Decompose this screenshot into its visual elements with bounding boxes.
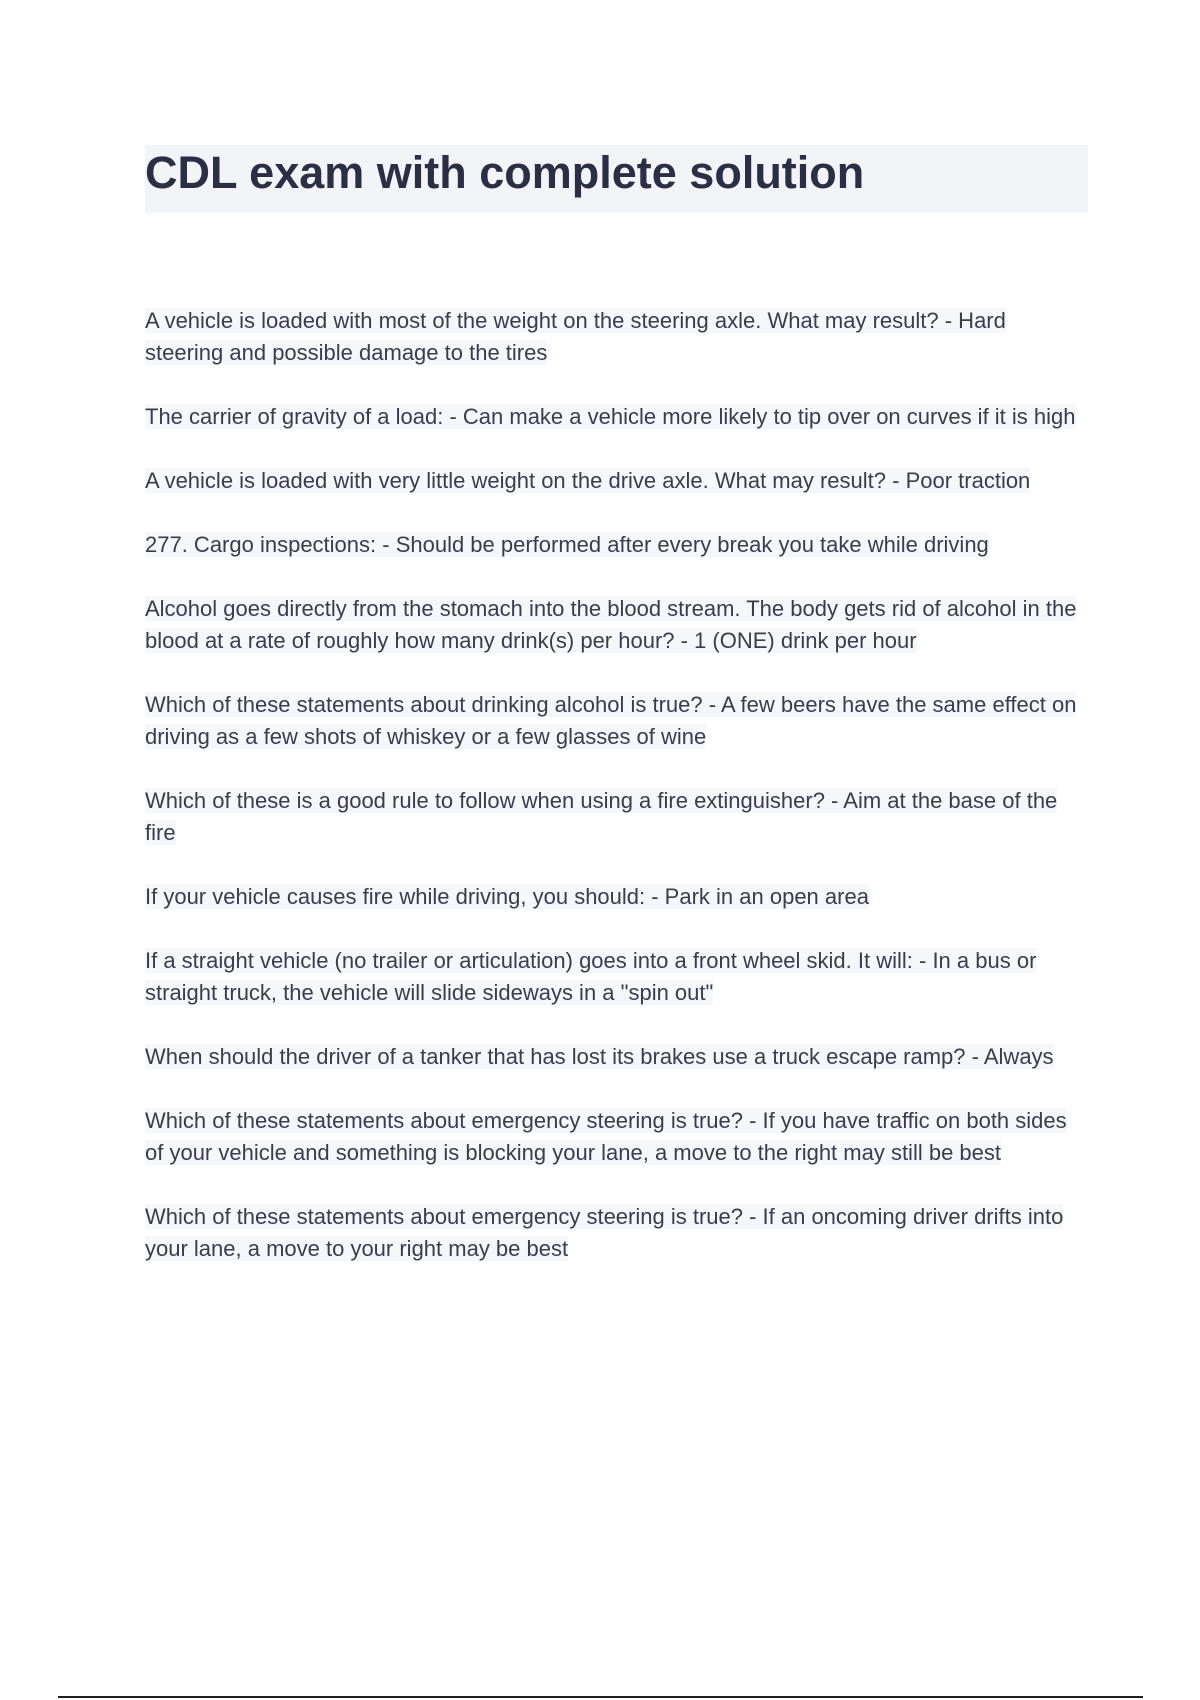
qa-text: If a straight vehicle (no trailer or articulation) goes into a front wheel skid. It will: - In a bus or straight truck, the vehicle will slide sideways in a "spin out" [145, 948, 1037, 1005]
qa-text: Alcohol goes directly from the stomach into the blood stream. The body gets rid of alcohol in the blood at a rate of roughly how many drink(s) per hour? - 1 (ONE) drink per hour [145, 596, 1077, 653]
qa-text: Which of these statements about drinking alcohol is true? - A few beers have the same effect on driving as a few shots of whiskey or a few glasses of wine [145, 692, 1077, 749]
qa-item [145, 401, 1090, 433]
qa-text: Which of these is a good rule to follow when using a fire extinguisher? - Aim at the base of the fire [145, 788, 1058, 845]
qa-item [145, 593, 1090, 657]
qa-text: If your vehicle causes fire while driving, you should: - Park in an open area [145, 884, 869, 909]
qa-text: A vehicle is loaded with very little weight on the drive axle. What may result? - Poor traction [145, 468, 1031, 493]
qa-item [145, 689, 1090, 753]
qa-item [145, 1105, 1090, 1169]
qa-text: A vehicle is loaded with most of the weight on the steering axle. What may result? - Hard steering and possible damage to the tires [145, 308, 1006, 365]
qa-list [145, 305, 1090, 1297]
qa-item [145, 305, 1090, 369]
qa-item [145, 465, 1090, 497]
qa-item [145, 881, 1090, 913]
qa-text: Which of these statements about emergency steering is true? - If an oncoming driver drifts into your lane, a move to your right may be best [145, 1204, 1064, 1261]
qa-text: Which of these statements about emergency steering is true? - If you have traffic on both sides of your vehicle and something is blocking your lane, a move to the right may still be best [145, 1108, 1067, 1165]
qa-item [145, 1041, 1090, 1073]
qa-item [145, 945, 1090, 1009]
qa-text: The carrier of gravity of a load: - Can make a vehicle more likely to tip over on curves if it is high [145, 404, 1076, 429]
document-title: CDL exam with complete solution [145, 147, 865, 198]
qa-item [145, 529, 1090, 561]
qa-text: 277. Cargo inspections: - Should be performed after every break you take while driving [145, 532, 989, 557]
qa-item [145, 785, 1090, 849]
footer-divider [58, 1696, 1143, 1698]
qa-text: When should the driver of a tanker that has lost its brakes use a truck escape ramp? - Always [145, 1044, 1054, 1069]
qa-item [145, 1201, 1090, 1265]
